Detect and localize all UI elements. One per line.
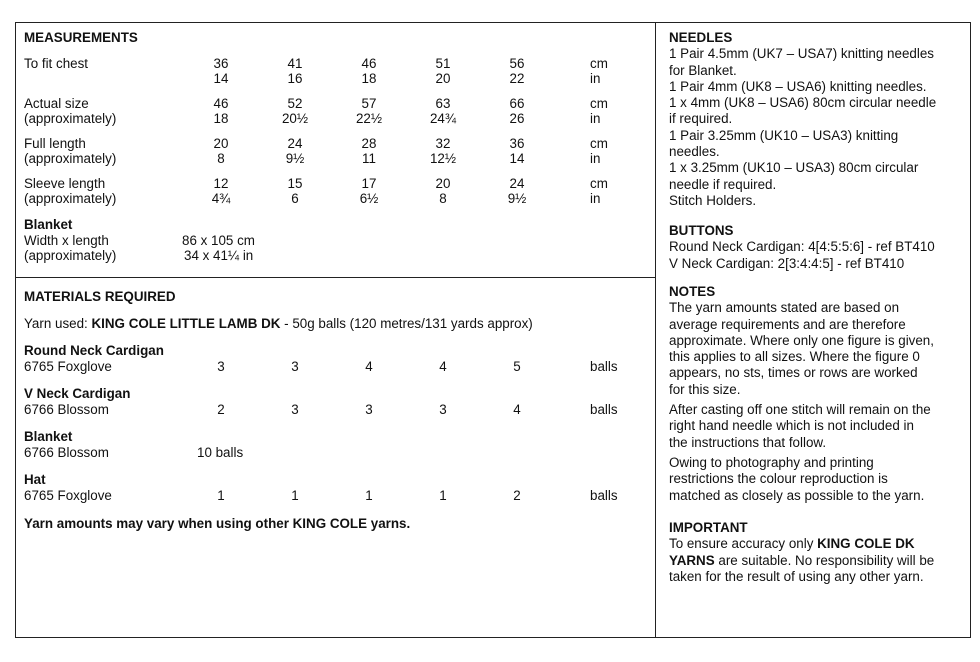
measure-value-cm: 15 xyxy=(287,176,303,191)
material-title: V Neck Cardigan xyxy=(24,386,131,401)
notes-line: After casting off one stitch will remain on the xyxy=(669,402,931,418)
yarn-used-suffix: - 50g balls (120 metres/131 yards approx) xyxy=(280,316,533,331)
measure-label: Actual size xyxy=(24,96,89,111)
measure-value-in: 16 xyxy=(287,71,303,86)
important-yarns-bold: YARNS xyxy=(669,552,715,568)
needles-line: for Blanket. xyxy=(669,62,737,78)
notes-line: appears, no sts, times or rows are worked xyxy=(669,365,918,381)
measure-label-approx: (approximately) xyxy=(24,151,117,166)
measure-value-cm: 66 xyxy=(509,96,525,111)
material-unit: balls xyxy=(590,488,618,503)
buttons-line-v-neck: V Neck Cardigan: 2[3:4:4:5] - ref BT410 xyxy=(669,255,905,271)
material-quantity: 1 xyxy=(291,488,299,503)
needles-line: needles. xyxy=(669,144,720,160)
measure-value-cm: 28 xyxy=(361,136,377,151)
unit-in: in xyxy=(590,71,601,86)
measure-label: To fit chest xyxy=(24,56,89,71)
needles-line: 1 Pair 3.25mm (UK10 – USA3) knitting xyxy=(669,127,899,143)
measure-value-in: 8 xyxy=(439,191,447,206)
measure-value-cm: 20 xyxy=(435,176,451,191)
measure-value-in: 12½ xyxy=(429,151,457,166)
material-title: Round Neck Cardigan xyxy=(24,343,164,358)
measure-label-approx: (approximately) xyxy=(24,191,117,206)
material-quantity: 5 xyxy=(513,359,521,374)
material-quantity: 1 xyxy=(439,488,447,503)
notes-paragraph-1 xyxy=(669,300,965,398)
measure-value-cm: 36 xyxy=(213,56,229,71)
yarn-used-line xyxy=(24,316,533,332)
needles-line: Stitch Holders. xyxy=(669,192,757,208)
material-quantity: 2 xyxy=(513,488,521,503)
yarn-note: Yarn amounts may vary when using other KING COLE yarns. xyxy=(24,516,411,531)
measure-value-in: 9½ xyxy=(285,151,305,166)
needles-section xyxy=(669,30,965,209)
material-unit: balls xyxy=(590,402,618,417)
unit-cm: cm xyxy=(590,176,608,191)
buttons-title: BUTTONS xyxy=(669,223,734,238)
material-title: Blanket xyxy=(24,429,73,444)
important-line-3: taken for the result of using any other yarn. xyxy=(669,568,924,584)
unit-in: in xyxy=(590,151,601,166)
important-title: IMPORTANT xyxy=(669,520,748,535)
measure-value-in: 6½ xyxy=(359,191,379,206)
needles-line: 1 Pair 4.5mm (UK7 – USA7) knitting needles xyxy=(669,46,934,62)
notes-line: matched as closely as possible to the yarn. xyxy=(669,487,925,503)
measure-value-cm: 56 xyxy=(509,56,525,71)
measure-value-cm: 24 xyxy=(509,176,525,191)
measurements-title: MEASUREMENTS xyxy=(24,30,138,45)
material-quantity: 3 xyxy=(217,359,225,374)
measure-label-approx: (approximately) xyxy=(24,111,117,126)
measure-value-cm: 32 xyxy=(435,136,451,151)
notes-line: Owing to photography and printing xyxy=(669,454,874,470)
blanket-measure-cm: 86 x 105 cm xyxy=(182,233,255,248)
material-quantity: 2 xyxy=(217,402,225,417)
yarn-name: KING COLE LITTLE LAMB DK xyxy=(91,316,281,331)
material-shade: 6766 Blossom xyxy=(24,402,109,417)
needles-line: 1 x 3.25mm (UK10 – USA3) 80cm circular xyxy=(669,160,919,176)
measure-value-in: 24¾ xyxy=(429,111,457,126)
important-text: To ensure accuracy only xyxy=(669,536,818,552)
measure-value-cm: 20 xyxy=(213,136,229,151)
needles-line: 1 Pair 4mm (UK8 – USA6) knitting needles. xyxy=(669,78,927,94)
material-quantity: 4 xyxy=(439,359,447,374)
unit-in: in xyxy=(590,191,601,206)
column-divider xyxy=(655,22,656,638)
notes-line: The yarn amounts stated are based on xyxy=(669,300,900,316)
measure-value-in: 20½ xyxy=(281,111,309,126)
important-line-1 xyxy=(669,536,965,552)
notes-section xyxy=(669,284,965,504)
measure-value-in: 18 xyxy=(213,111,229,126)
notes-paragraph-2 xyxy=(669,402,965,451)
needles-line: 1 x 4mm (UK8 – USA6) 80cm circular needle xyxy=(669,95,937,111)
material-title: Hat xyxy=(24,472,46,487)
important-line-2 xyxy=(669,553,965,569)
measure-value-cm: 36 xyxy=(509,136,525,151)
material-quantity: 3 xyxy=(439,402,447,417)
yarn-used-prefix: Yarn used: xyxy=(24,316,92,331)
material-shade: 6765 Foxglove xyxy=(24,488,112,503)
measure-value-cm: 46 xyxy=(213,96,229,111)
unit-in: in xyxy=(590,111,601,126)
measure-value-cm: 24 xyxy=(287,136,303,151)
materials-title: MATERIALS REQUIRED xyxy=(24,289,176,304)
buttons-line-round-neck: Round Neck Cardigan: 4[4:5:5:6] - ref BT410 xyxy=(669,239,935,255)
measure-value-in: 14 xyxy=(509,151,525,166)
important-section xyxy=(669,520,965,585)
notes-line: right hand needle which is not included in xyxy=(669,418,914,434)
important-yarn-bold: KING COLE DK xyxy=(817,536,915,552)
measure-value-cm: 51 xyxy=(435,56,451,71)
material-quantity: 4 xyxy=(365,359,373,374)
material-quantity-single: 10 balls xyxy=(197,445,244,460)
measure-label: Sleeve length xyxy=(24,176,106,191)
measure-value-cm: 57 xyxy=(361,96,377,111)
notes-line: average requirements and are therefore xyxy=(669,316,906,332)
measure-value-in: 20 xyxy=(435,71,451,86)
material-quantity: 3 xyxy=(291,402,299,417)
section-divider xyxy=(15,277,656,278)
notes-line: the instructions that follow. xyxy=(669,434,827,450)
material-quantity: 3 xyxy=(291,359,299,374)
measure-label: Full length xyxy=(24,136,86,151)
unit-cm: cm xyxy=(590,136,608,151)
notes-paragraph-3 xyxy=(669,455,965,504)
material-shade: 6766 Blossom xyxy=(24,445,109,460)
blanket-measure-label-approx: (approximately) xyxy=(24,248,117,263)
material-quantity: 3 xyxy=(365,402,373,417)
material-quantity: 1 xyxy=(217,488,225,503)
blanket-measure-in: 34 x 41¼ in xyxy=(184,248,254,263)
material-quantity: 4 xyxy=(513,402,521,417)
measure-value-in: 4¾ xyxy=(211,191,231,206)
measure-value-in: 8 xyxy=(217,151,225,166)
needles-line: needle if required. xyxy=(669,176,777,192)
material-shade: 6765 Foxglove xyxy=(24,359,112,374)
measure-value-cm: 46 xyxy=(361,56,377,71)
buttons-section xyxy=(669,223,965,272)
notes-title: NOTES xyxy=(669,284,716,299)
material-unit: balls xyxy=(590,359,618,374)
needles-line: if required. xyxy=(669,111,733,127)
measure-value-cm: 52 xyxy=(287,96,303,111)
notes-line: restrictions the colour reproduction is xyxy=(669,471,888,487)
measure-value-in: 22½ xyxy=(355,111,383,126)
needles-title: NEEDLES xyxy=(669,30,733,45)
material-quantity: 1 xyxy=(365,488,373,503)
notes-line: for this size. xyxy=(669,381,741,397)
measure-value-in: 26 xyxy=(509,111,525,126)
measure-value-in: 18 xyxy=(361,71,377,86)
measure-value-in: 14 xyxy=(213,71,229,86)
measure-value-in: 11 xyxy=(362,151,376,166)
measure-value-in: 22 xyxy=(509,71,525,86)
notes-line: approximate. Where only one figure is given, xyxy=(669,332,934,348)
measure-value-cm: 17 xyxy=(361,176,377,191)
needles-list xyxy=(669,46,965,209)
measure-value-in: 6 xyxy=(291,191,299,206)
measure-value-cm: 12 xyxy=(213,176,229,191)
blanket-measure-title: Blanket xyxy=(24,217,73,232)
unit-cm: cm xyxy=(590,56,608,71)
measure-value-in: 9½ xyxy=(507,191,527,206)
measure-value-cm: 63 xyxy=(435,96,451,111)
notes-line: this applies to all sizes. Where the figure 0 xyxy=(669,349,920,365)
measure-value-cm: 41 xyxy=(287,56,303,71)
important-text-2: are suitable. No responsibility will be xyxy=(714,552,935,568)
unit-cm: cm xyxy=(590,96,608,111)
blanket-measure-label: Width x length xyxy=(24,233,109,248)
